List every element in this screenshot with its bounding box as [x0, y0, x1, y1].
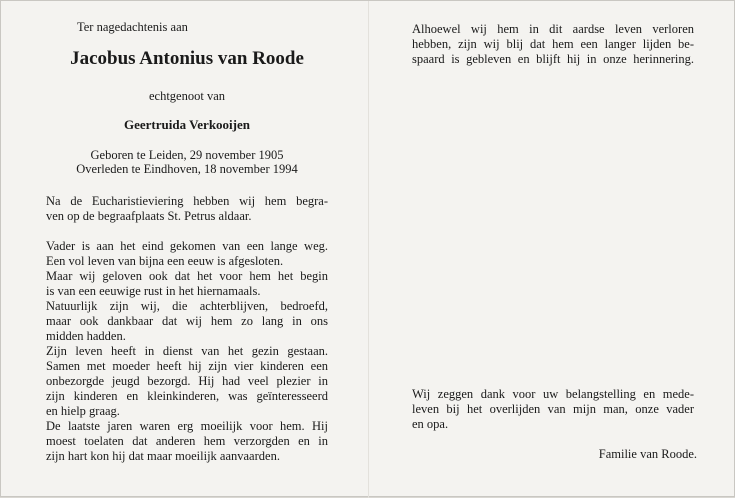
- closing-thought-line: Alhoewel wij hem in dit aardse leven verloren: [412, 22, 694, 36]
- family-signature: Familie van Roode.: [598, 447, 697, 461]
- text-line: zijn hart kon hij dat maar moeilijk aanvaarden.: [46, 449, 280, 463]
- text-line: Samen met moeder heeft hij zijn vier kinderen een: [46, 359, 328, 373]
- spouse-of-line: echtgenoot van: [148, 89, 225, 103]
- text-line: onbezorgde jeugd bezorgd. Hij had veel plezier in: [46, 374, 328, 388]
- thanks-line: Wij zeggen dank voor uw belangstelling en mede-: [412, 387, 694, 401]
- card-fold-line: [368, 1, 369, 498]
- text-line: Vader is aan het eind gekomen van een lange weg.: [46, 239, 328, 253]
- closing-thought-line: hebben, zijn wij blij dat hem een langer lijden be-: [412, 37, 694, 51]
- in-memory-line: Ter nagedachtenis aan: [77, 20, 188, 34]
- text-line: Maar wij geloven ook dat het voor hem het begin: [46, 269, 328, 283]
- burial-line: Na de Eucharistieviering hebben wij hem begra-: [46, 194, 328, 208]
- death-line: Overleden te Eindhoven, 18 november 1994: [76, 162, 298, 176]
- thanks-line: en opa.: [412, 417, 449, 431]
- text-line: maar ook dankbaar dat wij hem zo lang in ons: [46, 314, 328, 328]
- burial-line: ven op de begraafplaats St. Petrus aldaar.: [46, 209, 252, 223]
- text-line: De laatste jaren waren erg moeilijk voor hem. Hij: [46, 419, 328, 433]
- thanks-line: leven bij het overlijden van mijn man, onze vader: [412, 402, 694, 416]
- text-line: is van een eeuwige rust in het hiernamaals.: [46, 284, 261, 298]
- text-line: moest toelaten dat anderen hem verzorgden en in: [46, 434, 328, 448]
- text-line: midden hadden.: [46, 329, 126, 343]
- text-line: en hielp graag.: [46, 404, 120, 418]
- text-line: Natuurlijk zijn wij, die achterblijven, bedroefd,: [46, 299, 328, 313]
- spouse-name: Geertruida Verkooijen: [123, 117, 250, 132]
- closing-thought-line: spaard is gebleven en blijft hij in onze herinnering.: [412, 52, 694, 66]
- text-line: Een vol leven van bijna een eeuw is afgesloten.: [46, 254, 284, 268]
- text-line: Zijn leven heeft in dienst van het gezin gestaan.: [46, 344, 328, 358]
- birth-line: Geboren te Leiden, 29 november 1905: [90, 148, 284, 162]
- deceased-name: Jacobus Antonius van Roode: [70, 48, 304, 69]
- text-line: zijn kinderen en kleinkinderen, was geïnteresseerd: [46, 389, 328, 403]
